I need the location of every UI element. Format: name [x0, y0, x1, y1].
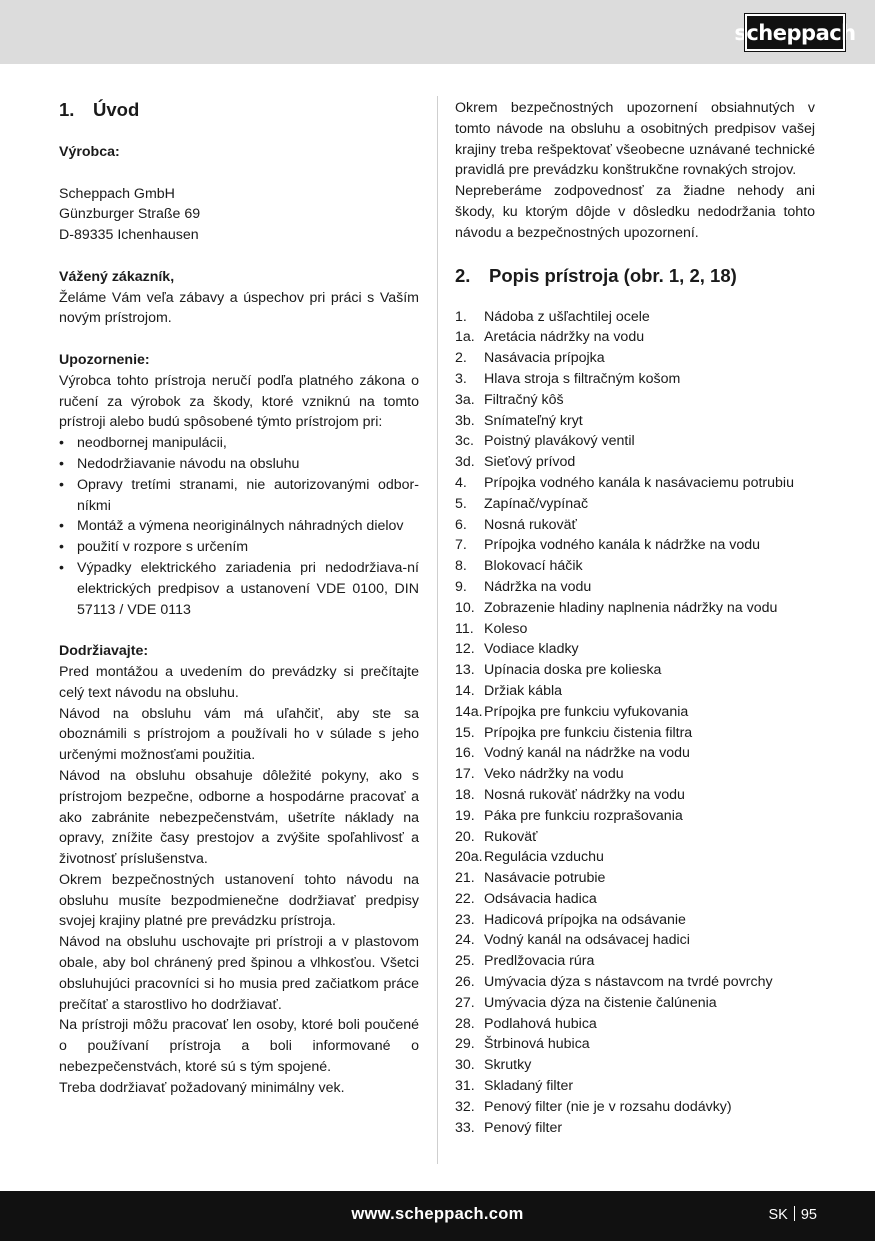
part-number: 3d.	[455, 454, 475, 471]
parts-list-item	[455, 535, 815, 556]
parts-list-item	[455, 431, 815, 452]
observe-paragraph: Návod na obsluhu vám má uľahčiť, aby ste sa oboznámili s prístrojom a používali ho v súlade s jeho určenými možnosťami použitia.	[59, 705, 419, 764]
parts-list-item	[455, 972, 815, 993]
observe-paragraph: Treba dodržiavať požadovaný minimálny vek.	[59, 1079, 345, 1096]
parts-list-item	[455, 1097, 815, 1118]
parts-list-item	[455, 369, 815, 390]
part-number: 25.	[455, 953, 475, 970]
part-number: 23.	[455, 911, 475, 928]
part-number: 32.	[455, 1098, 475, 1115]
part-name: Blokovací háčik	[484, 558, 583, 575]
part-number: 15.	[455, 724, 475, 741]
list-item: • Nedodržiavanie návodu na obsluhu	[59, 454, 419, 475]
observe-paragraph: Okrem bezpečnostných ustanovení tohto návodu na obsluhu musíte bezpodmienečne dodržiavať predpisy svojej krajiny platné pre prevádzku prístroja.	[59, 871, 419, 930]
column-divider	[437, 96, 438, 1164]
part-number: 26.	[455, 974, 475, 991]
list-item: • Opravy tretími stranami, nie autorizovanými odbor-níkmi	[59, 475, 419, 517]
parts-list-item	[455, 1118, 815, 1139]
part-name: Prípojka vodného kanála k nasávaciemu potrubiu	[484, 474, 794, 491]
part-number: 22.	[455, 890, 475, 907]
part-number: 29.	[455, 1036, 475, 1053]
part-name: Skrutky	[484, 1057, 532, 1074]
parts-list-item	[455, 993, 815, 1014]
parts-list-item	[455, 702, 815, 723]
part-number: 17.	[455, 766, 475, 783]
parts-list-item	[455, 743, 815, 764]
parts-list-item	[455, 910, 815, 931]
parts-list-item	[455, 889, 815, 910]
part-number: 18.	[455, 786, 475, 803]
parts-list-item	[455, 660, 815, 681]
website-url: www.scheppach.com	[351, 1205, 524, 1223]
part-name: Upínacia doska pre kolieska	[484, 662, 662, 679]
part-name: Nádržka na vodu	[484, 578, 592, 595]
parts-list-item	[455, 930, 815, 951]
parts-list-item	[455, 827, 815, 848]
part-name: Vodný kanál na odsávacej hadici	[484, 932, 690, 949]
part-name: Poistný plavákový ventil	[484, 433, 635, 450]
part-name: Prípojka pre funkciu čistenia filtra	[484, 724, 693, 741]
parts-list-item	[455, 452, 815, 473]
part-number: 11.	[455, 620, 474, 637]
part-name: Nosná rukoväť nádržky na vodu	[484, 786, 685, 803]
parts-list-item	[455, 806, 815, 827]
part-name: Aretácia nádržky na vodu	[484, 329, 645, 346]
parts-list-item	[455, 556, 815, 577]
notice-label: Upozornenie:	[59, 351, 150, 368]
intro-paragraph: Nepreberáme zodpovednosť za žiadne nehody ani škody, ku ktorým dôjde v dôsledku nedodržania tohto návodu a bezpečnostných upozornení.	[455, 183, 815, 241]
part-name: Hlava stroja s filtračným košom	[484, 370, 681, 387]
section-2-heading	[455, 264, 815, 288]
part-name: Sieťový prívod	[484, 454, 576, 471]
part-name: Páka pre funkciu rozprašovania	[484, 807, 683, 824]
address-line: Scheppach GmbH	[59, 185, 175, 202]
customer-label: Vážený zákazník,	[59, 268, 175, 285]
parts-list-item	[455, 639, 815, 660]
part-name: Štrbinová hubica	[484, 1036, 590, 1053]
list-item: • použití v rozpore s určením	[59, 537, 419, 558]
parts-list-item	[455, 348, 815, 369]
part-number: 24.	[455, 932, 475, 949]
intro-paragraph: Okrem bezpečnostných upozornení obsiahnutých v tomto návode na obsluhu a osobitných predpisov vašej krajiny treba rešpektovať všeobecne uznávané technické pravidlá pre prevádzku konštrukčne rovnakých strojov.	[455, 100, 815, 179]
part-number: 19.	[455, 807, 475, 824]
parts-list-item	[455, 1014, 815, 1035]
part-name: Veko nádržky na vodu	[484, 766, 624, 783]
part-number: 2.	[455, 350, 467, 367]
page-number: 95	[800, 1207, 817, 1223]
part-name: Nádoba z ušľachtilej ocele	[484, 308, 650, 325]
part-name: Rukoväť	[484, 828, 538, 845]
part-number: 1a.	[455, 329, 475, 346]
language-code: SK	[768, 1207, 788, 1223]
parts-list-item	[455, 411, 815, 432]
parts-list-item	[455, 473, 815, 494]
address-line: Günzburger Straße 69	[59, 206, 201, 223]
part-name: Skladaný filter	[484, 1078, 574, 1095]
part-number: 30.	[455, 1057, 475, 1074]
observe-paragraph: Pred montážou a uvedením do prevádzky si prečítajte celý text návodu na obsluhu.	[59, 663, 419, 701]
part-name: Nosná rukoväť	[484, 516, 577, 533]
part-number: 3c.	[455, 433, 474, 450]
part-number: 14a.	[455, 703, 483, 720]
list-item: • Výpadky elektrického zariadenia pri nedodržiava-ní elektrických predpisov a ustanovení VDE 0100, DIN 57113 / VDE 0113	[59, 558, 419, 620]
part-number: 3.	[455, 370, 467, 387]
separator	[794, 1206, 795, 1221]
part-name: Prípojka pre funkciu vyfukovania	[484, 703, 689, 720]
notice-bullet-list	[59, 433, 419, 620]
part-name: Nasávacia prípojka	[484, 350, 605, 367]
section-2-title: Popis prístroja (obr. 1, 2, 18)	[489, 264, 737, 286]
page-indicator	[769, 1206, 817, 1223]
observe-paragraph: Na prístroji môžu pracovať len osoby, ktoré boli poučené o používaní prístroja a boli informované o nebezpečenstvách, ktoré sú s tým spojené.	[59, 1017, 419, 1076]
section-1-number: 1.	[59, 99, 75, 120]
parts-list-item	[455, 390, 815, 411]
part-number: 9.	[455, 578, 467, 595]
part-number: 10.	[455, 599, 475, 616]
part-number: 27.	[455, 994, 475, 1011]
part-name: Predlžovacia rúra	[484, 953, 595, 970]
part-name: Zapínač/vypínač	[484, 495, 589, 512]
parts-list-item	[455, 868, 815, 889]
parts-list-item	[455, 1034, 815, 1055]
parts-list	[455, 307, 815, 1139]
list-item: • neodbornej manipulácii,	[59, 433, 419, 454]
part-name: Zobrazenie hladiny naplnenia nádržky na vodu	[484, 599, 778, 616]
manufacturer-address	[59, 184, 419, 246]
part-number: 5.	[455, 495, 467, 512]
part-name: Umývacia dýza na čistenie čalúnenia	[484, 994, 717, 1011]
parts-list-item	[455, 951, 815, 972]
part-number: 3b.	[455, 412, 475, 429]
part-name: Koleso	[484, 620, 528, 637]
observe-paragraph: Návod na obsluhu uschovajte pri prístroji a v plastovom obale, aby bol chránený pred špinou a vlhkosťou. Všetci obsluhujúci pracovníci si ho musia pred začiatkom práce prečítať a starostlivo ho dodržiavať.	[59, 934, 419, 1013]
right-column	[455, 98, 815, 1138]
parts-list-item	[455, 307, 815, 328]
part-name: Hadicová prípojka na odsávanie	[484, 911, 686, 928]
part-name: Filtračný kôš	[484, 391, 564, 408]
part-name: Odsávacia hadica	[484, 890, 597, 907]
parts-list-item	[455, 327, 815, 348]
part-number: 13.	[455, 662, 475, 679]
part-number: 4.	[455, 474, 467, 491]
part-number: 7.	[455, 537, 467, 554]
section-1-title: Úvod	[93, 99, 140, 120]
part-number: 3a.	[455, 391, 475, 408]
parts-list-item	[455, 494, 815, 515]
part-name: Penový filter (nie je v rozsahu dodávky)	[484, 1098, 732, 1115]
part-number: 6.	[455, 516, 467, 533]
parts-list-item	[455, 681, 815, 702]
parts-list-item	[455, 577, 815, 598]
parts-list-item	[455, 515, 815, 536]
part-number: 12.	[455, 641, 475, 658]
parts-list-item	[455, 764, 815, 785]
part-name: Držiak kábla	[484, 682, 563, 699]
part-name: Podlahová hubica	[484, 1015, 597, 1032]
left-column	[59, 98, 419, 1099]
part-number: 14.	[455, 682, 475, 699]
section-2-number: 2.	[455, 264, 471, 286]
scheppach-logo: scheppach	[745, 14, 845, 51]
parts-list-item	[455, 847, 815, 868]
observe-paragraph: Návod na obsluhu obsahuje dôležité pokyny, ako s prístrojom bezpečne, odborne a hospodárne pracovať a ako zabránite nebezpečenstvám, ušetríte náklady na opravy, znížite časy prestojov a zvýšite spoľahlivosť a životnosť príslušenstva.	[59, 767, 419, 868]
part-number: 8.	[455, 558, 467, 575]
part-number: 33.	[455, 1119, 475, 1136]
part-name: Regulácia vzduchu	[484, 849, 604, 866]
part-name: Penový filter	[484, 1119, 563, 1136]
parts-list-item	[455, 785, 815, 806]
part-name: Vodný kanál na nádržke na vodu	[484, 745, 690, 762]
part-number: 31.	[455, 1078, 475, 1095]
part-name: Vodiace kladky	[484, 641, 579, 658]
parts-list-item	[455, 1055, 815, 1076]
list-item: • Montáž a výmena neoriginálnych náhradných dielov	[59, 516, 419, 537]
part-number: 20a.	[455, 849, 483, 866]
part-name: Nasávacie potrubie	[484, 870, 606, 887]
part-name: Prípojka vodného kanála k nádržke na vodu	[484, 537, 761, 554]
notice-text: Výrobca tohto prístroja neručí podľa platného zákona o ručení za výrobok za škody, ktoré vzniknú na tomto prístroji alebo budú spôsobené týmto prístrojom pri:	[59, 372, 419, 431]
part-number: 1.	[455, 308, 467, 325]
customer-text: Želáme Vám veľa zábavy a úspechov pri práci s Vaším novým prístrojom.	[59, 289, 419, 327]
parts-list-item	[455, 598, 815, 619]
parts-list-item	[455, 619, 815, 640]
address-line: D-89335 Ichenhausen	[59, 227, 199, 244]
parts-list-item	[455, 723, 815, 744]
observe-label: Dodržiavajte:	[59, 643, 149, 660]
section-1-heading	[59, 98, 419, 122]
part-name: Umývacia dýza s nástavcom na tvrdé povrchy	[484, 974, 773, 991]
part-number: 28.	[455, 1015, 475, 1032]
part-name: Snímateľný kryt	[484, 412, 583, 429]
part-number: 16.	[455, 745, 475, 762]
manufacturer-label: Výrobca:	[59, 144, 120, 160]
parts-list-item	[455, 1076, 815, 1097]
part-number: 20.	[455, 828, 475, 845]
part-number: 21.	[455, 870, 475, 887]
footer-bar	[0, 1191, 875, 1241]
